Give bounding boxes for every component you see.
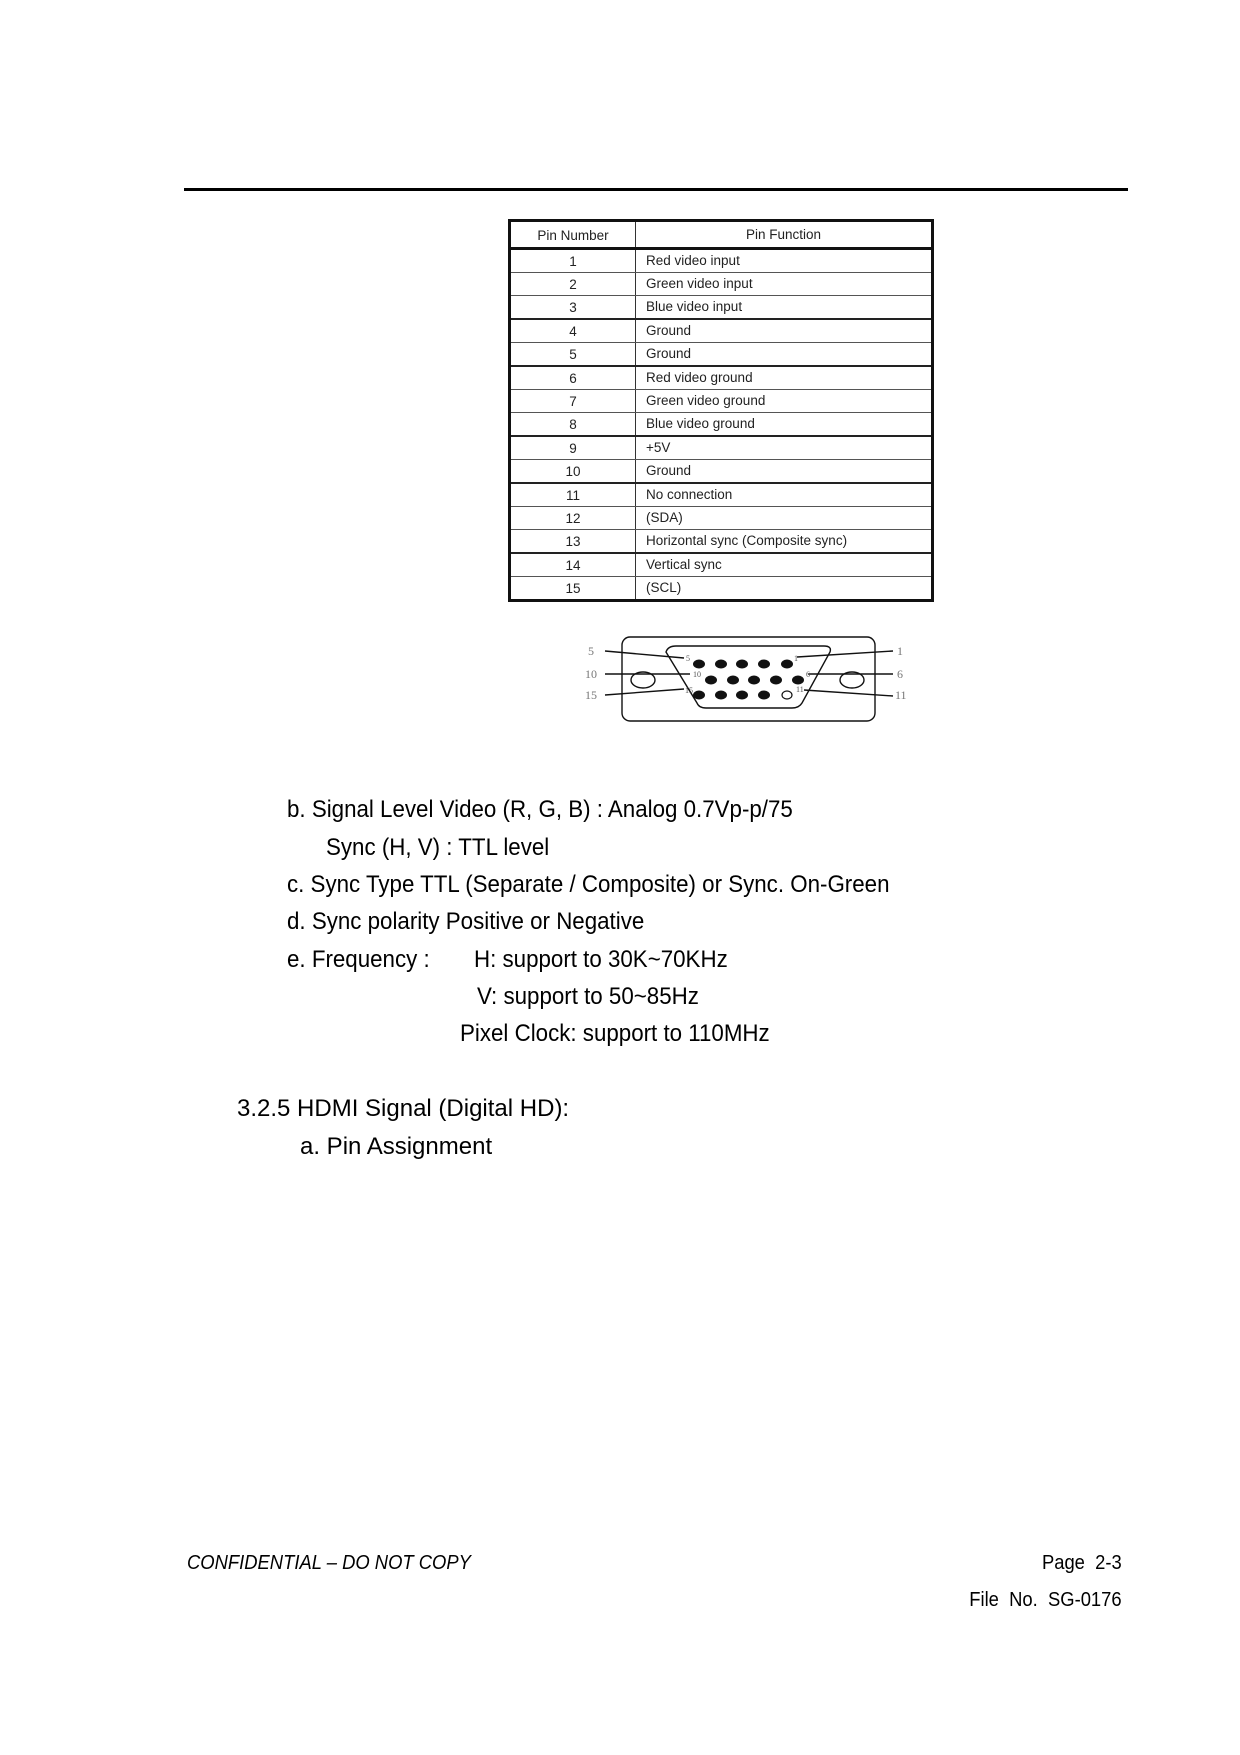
svg-text:10: 10 [693,670,701,679]
pin-function: Green video input [636,273,933,296]
svg-text:11: 11 [796,685,804,694]
pin-11-hollow [782,691,792,699]
table-row [510,577,933,601]
vga-pin-table [508,219,934,602]
page-number: Page 2-3 [1042,1552,1122,1574]
pin-number: 9 [510,436,636,460]
pin-number: 7 [510,390,636,413]
pin-number: 14 [510,553,636,577]
pin-function: (SDA) [636,507,933,530]
pin-number: 10 [510,460,636,484]
table-row [510,413,933,437]
pin-function: (SCL) [636,577,933,601]
spec-frequency-h: H: support to 30K~70KHz [474,946,728,973]
pin-number: 2 [510,273,636,296]
table-row [510,553,933,577]
spec-sync-level: Sync (H, V) : TTL level [326,834,550,861]
section-heading: 3.2.5 HDMI Signal (Digital HD): [237,1095,570,1122]
pin-number: 8 [510,413,636,437]
label-right-6: 6 [897,667,903,681]
pin-function-header: Pin Function [636,221,933,249]
spec-pixel-clock: Pixel Clock: support to 110MHz [460,1020,770,1047]
svg-text:6: 6 [806,670,810,679]
pin-number: 13 [510,530,636,554]
table-header-row [510,221,933,249]
pin-function: Ground [636,460,933,484]
pin-function: Ground [636,319,933,343]
pin-number: 3 [510,296,636,320]
table-row [510,249,933,273]
table-row [510,483,933,507]
label-right-1: 1 [897,644,903,658]
table-row [510,436,933,460]
pin-function: Red video input [636,249,933,273]
label-left-5: 5 [588,644,594,658]
label-right-11: 11 [895,688,907,702]
pin-function: Vertical sync [636,553,933,577]
pin-function: +5V [636,436,933,460]
svg-text:5: 5 [686,654,690,663]
table-row [510,343,933,367]
table-row [510,460,933,484]
table-row [510,390,933,413]
table-row [510,366,933,390]
table-row [510,530,933,554]
pin-function: Green video ground [636,390,933,413]
pin-function: Blue video ground [636,413,933,437]
table-row [510,319,933,343]
file-number: File No. SG-0176 [969,1589,1122,1611]
pin-number: 4 [510,319,636,343]
svg-text:15: 15 [685,686,693,695]
spec-signal-level: b. Signal Level Video (R, G, B) : Analog 0.7Vp-p/75 [287,796,793,823]
pin-number: 5 [510,343,636,367]
table-row [510,296,933,320]
spec-frequency-v: V: support to 50~85Hz [477,983,699,1010]
pin-function: Red video ground [636,366,933,390]
pin-number-header: Pin Number [510,221,636,249]
pin-number: 12 [510,507,636,530]
spec-sync-polarity: d. Sync polarity Positive or Negative [287,908,645,935]
pin-function: Horizontal sync (Composite sync) [636,530,933,554]
pin-number: 15 [510,577,636,601]
header-rule [184,188,1128,191]
pin-function: Ground [636,343,933,367]
confidential-notice: CONFIDENTIAL – DO NOT COPY [187,1552,471,1574]
pin-function: No connection [636,483,933,507]
svg-text:1: 1 [794,654,798,663]
pin-number: 1 [510,249,636,273]
spec-frequency-label: e. Frequency : [287,946,430,973]
table-row [510,273,933,296]
pin-number: 6 [510,366,636,390]
section-subheading: a. Pin Assignment [300,1133,493,1160]
table-row [510,507,933,530]
label-left-10: 10 [585,667,597,681]
vga-connector-diagram [580,625,920,730]
label-left-15: 15 [585,688,597,702]
pin-function: Blue video input [636,296,933,320]
pin-number: 11 [510,483,636,507]
spec-sync-type: c. Sync Type TTL (Separate / Composite) or Sync. On-Green [287,871,890,898]
